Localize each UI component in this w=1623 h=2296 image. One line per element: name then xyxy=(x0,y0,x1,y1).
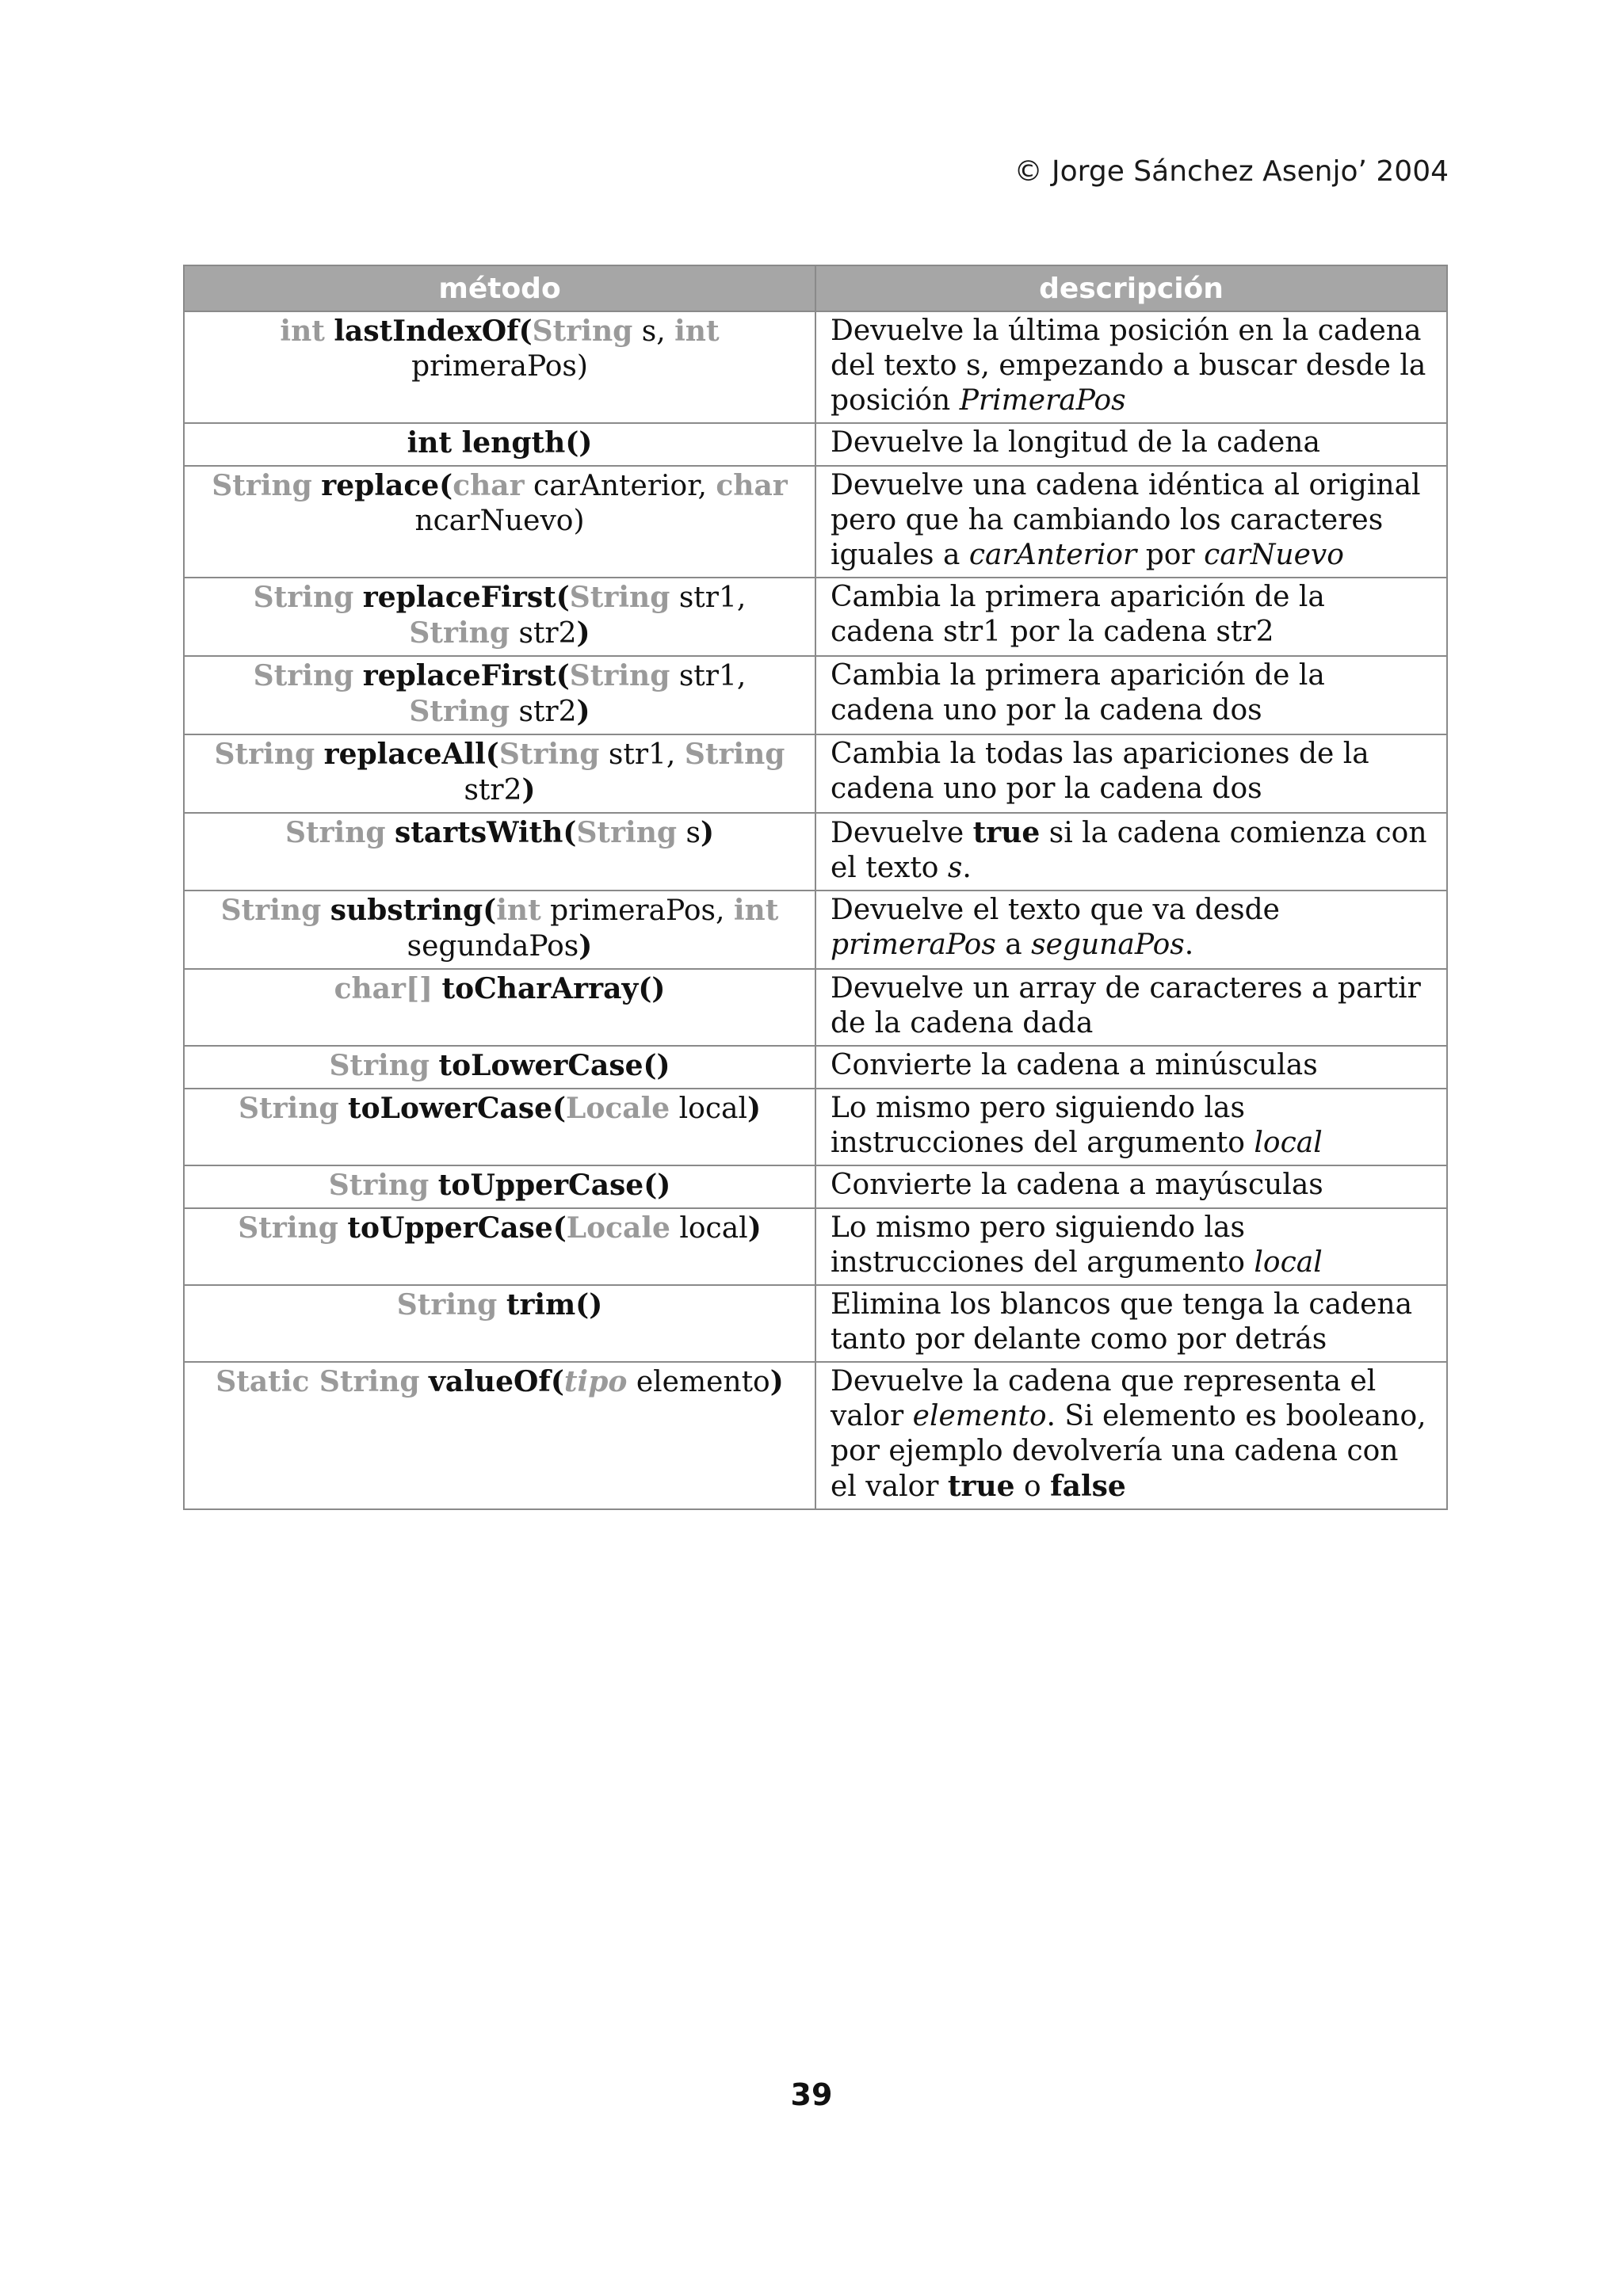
method-cell xyxy=(184,466,815,578)
method-signature-part: replace( xyxy=(321,469,453,502)
table-row xyxy=(184,1285,1447,1362)
table-row xyxy=(184,1046,1447,1089)
method-signature-part: startsWith( xyxy=(395,816,577,849)
method-signature-part: String xyxy=(253,581,354,614)
description-text-part: Convierte la cadena a minúsculas xyxy=(831,1049,1318,1081)
description-cell xyxy=(815,1362,1447,1509)
description-text-part: segunaPos xyxy=(1031,929,1185,961)
method-signature-part xyxy=(430,1050,438,1082)
table-row xyxy=(184,969,1447,1046)
description-text-part: . xyxy=(1184,929,1194,961)
method-signature-part: Locale xyxy=(566,1211,670,1245)
description-text-part: local xyxy=(1254,1246,1323,1279)
table-row xyxy=(184,311,1447,423)
description-cell xyxy=(815,1285,1447,1362)
description-text-part: Devuelve el texto que va desde xyxy=(831,894,1280,926)
method-signature-part: str1, xyxy=(599,738,685,771)
method-signature-part: toCharArray() xyxy=(441,972,666,1005)
method-signature-part: String xyxy=(532,315,633,348)
method-signature-part xyxy=(420,1366,429,1398)
method-signature-part: String xyxy=(238,1211,338,1245)
description-text-part: true xyxy=(947,1470,1015,1503)
description-text-part: Devuelve la cadena que representa el valor xyxy=(831,1365,1377,1432)
method-signature-part: ) xyxy=(579,929,593,963)
table-row xyxy=(184,813,1447,891)
table-row xyxy=(184,466,1447,578)
column-header-method: método xyxy=(184,265,815,311)
column-header-description: descripción xyxy=(815,265,1447,311)
table-row xyxy=(184,423,1447,466)
method-signature-part: substring( xyxy=(330,894,497,927)
table-body xyxy=(184,311,1447,1509)
description-cell xyxy=(815,578,1447,656)
table-row xyxy=(184,734,1447,813)
method-signature-part: trim() xyxy=(506,1288,603,1322)
method-signature-part: String xyxy=(285,816,386,849)
method-signature-part: String xyxy=(576,816,678,849)
method-signature-part: String xyxy=(569,581,670,614)
method-signature-part: local xyxy=(670,1212,748,1245)
method-signature-part: String xyxy=(220,894,322,927)
description-text-part: Elimina los blancos que tenga la cadena tanto por delante como por detrás xyxy=(831,1288,1413,1356)
method-signature-part: char xyxy=(716,469,788,502)
method-signature-part: primeraPos, xyxy=(540,894,734,927)
method-signature-part: Static String xyxy=(216,1365,420,1398)
table-row xyxy=(184,1208,1447,1285)
method-signature-part xyxy=(325,315,334,348)
method-cell xyxy=(184,311,815,423)
method-signature-part xyxy=(433,973,441,1005)
method-signature-part: ) xyxy=(576,695,590,728)
method-signature-part xyxy=(497,1289,506,1322)
table-row xyxy=(184,578,1447,656)
description-cell xyxy=(815,1089,1447,1165)
description-cell xyxy=(815,891,1447,969)
description-cell xyxy=(815,1165,1447,1208)
method-signature-part: elemento xyxy=(627,1366,770,1398)
method-signature-part: primeraPos) xyxy=(411,350,588,383)
method-signature-part: str2 xyxy=(464,774,522,807)
method-signature-part: String xyxy=(498,738,600,771)
description-cell xyxy=(815,656,1447,734)
description-text-part: true xyxy=(972,816,1041,849)
description-text-part: Devuelve la última posición en la cadena del texto s, empezando a buscar desde la posición xyxy=(831,315,1426,417)
description-text-part: local xyxy=(1254,1127,1323,1159)
method-signature-part: s xyxy=(677,817,701,849)
description-text-part: si la cadena comienza con el texto xyxy=(831,817,1427,884)
description-cell xyxy=(815,1046,1447,1089)
method-signature-part: ) xyxy=(576,616,590,650)
description-cell xyxy=(815,1208,1447,1285)
method-signature-part: toUpperCase() xyxy=(437,1169,671,1202)
method-signature-part: str1, xyxy=(670,582,747,614)
description-text-part: false xyxy=(1050,1470,1126,1503)
method-signature-part: carAnterior, xyxy=(524,470,716,502)
method-cell xyxy=(184,1089,815,1165)
method-signature-part: String xyxy=(409,616,510,650)
description-text-part: primeraPos xyxy=(831,929,996,961)
description-text-part: . Si elemento es booleano, por ejemplo devolvería una cadena con el valor xyxy=(831,1400,1426,1503)
method-signature-part: tipo xyxy=(563,1365,628,1398)
description-text-part: Convierte la cadena a mayúsculas xyxy=(831,1169,1323,1201)
method-signature-part: ) xyxy=(747,1092,762,1125)
method-signature-part xyxy=(353,582,362,614)
method-cell xyxy=(184,578,815,656)
method-signature-part: int length() xyxy=(407,426,593,460)
description-text-part: Cambia la primera aparición de la cadena uno por la cadena dos xyxy=(831,659,1325,727)
method-cell xyxy=(184,813,815,891)
method-cell xyxy=(184,1046,815,1089)
method-cell xyxy=(184,1285,815,1362)
method-signature-part: int xyxy=(280,315,325,348)
method-signature-part: char[] xyxy=(334,972,433,1005)
description-text-part: Lo mismo pero siguiendo las instrucciones del argumento xyxy=(831,1211,1254,1279)
description-text-part: Devuelve la longitud de la cadena xyxy=(831,426,1320,459)
method-signature-part: s, xyxy=(632,315,675,348)
method-cell xyxy=(184,1362,815,1509)
method-signature-part xyxy=(338,1212,347,1245)
method-signature-part: toLowerCase() xyxy=(438,1049,670,1082)
description-text-part: . xyxy=(962,852,972,884)
method-cell xyxy=(184,891,815,969)
method-signature-part: ncarNuevo) xyxy=(414,505,585,537)
method-signature-part: str2 xyxy=(510,696,577,728)
method-signature-part: lastIndexOf( xyxy=(334,315,533,348)
table-header-row xyxy=(184,265,1447,311)
method-cell xyxy=(184,1208,815,1285)
method-cell xyxy=(184,734,815,813)
method-signature-part: int xyxy=(674,315,720,348)
description-text-part: Cambia la todas las apariciones de la cadena uno por la cadena dos xyxy=(831,738,1369,805)
method-signature-part: String xyxy=(238,1092,339,1125)
method-signature-part: String xyxy=(329,1049,430,1082)
method-cell xyxy=(184,1165,815,1208)
description-text-part: Devuelve un array de caracteres a partir de la cadena dada xyxy=(831,972,1421,1039)
method-signature-part xyxy=(315,738,323,771)
string-methods-table xyxy=(183,265,1448,1510)
method-signature-part xyxy=(339,1093,348,1125)
method-signature-part: replaceFirst( xyxy=(362,581,570,614)
method-signature-part: valueOf( xyxy=(429,1365,564,1398)
method-signature-part: String xyxy=(569,659,670,692)
method-signature-part xyxy=(353,660,362,692)
description-cell xyxy=(815,466,1447,578)
method-signature-part: String xyxy=(253,659,354,692)
copyright-header: © Jorge Sánchez Asenjo’ 2004 xyxy=(1014,155,1449,188)
method-signature-part: String xyxy=(396,1288,498,1322)
description-text-part: s xyxy=(947,852,963,884)
table-row xyxy=(184,1165,1447,1208)
method-cell xyxy=(184,656,815,734)
description-text-part: elemento xyxy=(912,1400,1047,1432)
method-signature-part: ) xyxy=(769,1365,784,1398)
method-signature-part: str1, xyxy=(670,660,747,692)
method-signature-part: toUpperCase( xyxy=(347,1211,567,1245)
table-row xyxy=(184,656,1447,734)
method-signature-part: int xyxy=(496,894,541,927)
description-text-part: Lo mismo pero siguiendo las instrucciones del argumento xyxy=(831,1092,1254,1159)
method-signature-part: replaceFirst( xyxy=(362,659,570,692)
description-text-part: por xyxy=(1136,539,1205,571)
table-row xyxy=(184,1362,1447,1509)
description-text-part: Devuelve xyxy=(831,817,973,849)
method-signature-part: String xyxy=(684,738,785,771)
method-signature-part: String xyxy=(409,695,510,728)
method-signature-part: String xyxy=(328,1169,430,1202)
method-signature-part: replaceAll( xyxy=(323,738,499,771)
method-signature-part: char xyxy=(453,469,525,502)
table-row xyxy=(184,891,1447,969)
method-signature-part: int xyxy=(733,894,779,927)
method-signature-part: segundaPos xyxy=(407,930,579,963)
description-cell xyxy=(815,423,1447,466)
description-text-part: Devuelve una cadena idéntica al original pero que ha cambiando los caracteres iguales a xyxy=(831,469,1421,571)
description-text-part: carAnterior xyxy=(968,539,1137,571)
method-signature-part: local xyxy=(670,1093,747,1125)
description-cell xyxy=(815,311,1447,423)
method-cell xyxy=(184,423,815,466)
method-signature-part: ) xyxy=(747,1211,762,1245)
table-row xyxy=(184,1089,1447,1165)
method-signature-part: ) xyxy=(521,773,536,807)
page-number: 39 xyxy=(790,2077,833,2112)
method-cell xyxy=(184,969,815,1046)
method-signature-part: toLowerCase( xyxy=(348,1092,567,1125)
description-cell xyxy=(815,734,1447,813)
method-signature-part: String xyxy=(212,469,312,502)
method-signature-part xyxy=(386,817,395,849)
description-text-part: carNuevo xyxy=(1204,539,1344,571)
method-signature-part xyxy=(312,470,321,502)
method-signature-part: str2 xyxy=(510,617,577,650)
description-text-part: a xyxy=(995,929,1032,961)
description-text-part: o xyxy=(1014,1470,1051,1503)
description-text-part: PrimeraPos xyxy=(959,384,1126,417)
method-signature-part: String xyxy=(214,738,315,771)
method-signature-part: ) xyxy=(700,816,715,849)
description-cell xyxy=(815,969,1447,1046)
description-text-part: Cambia la primera aparición de la cadena str1 por la cadena str2 xyxy=(831,581,1325,648)
method-signature-part xyxy=(429,1169,437,1202)
method-signature-part: Locale xyxy=(566,1092,670,1125)
method-signature-part xyxy=(321,894,330,927)
description-cell xyxy=(815,813,1447,891)
